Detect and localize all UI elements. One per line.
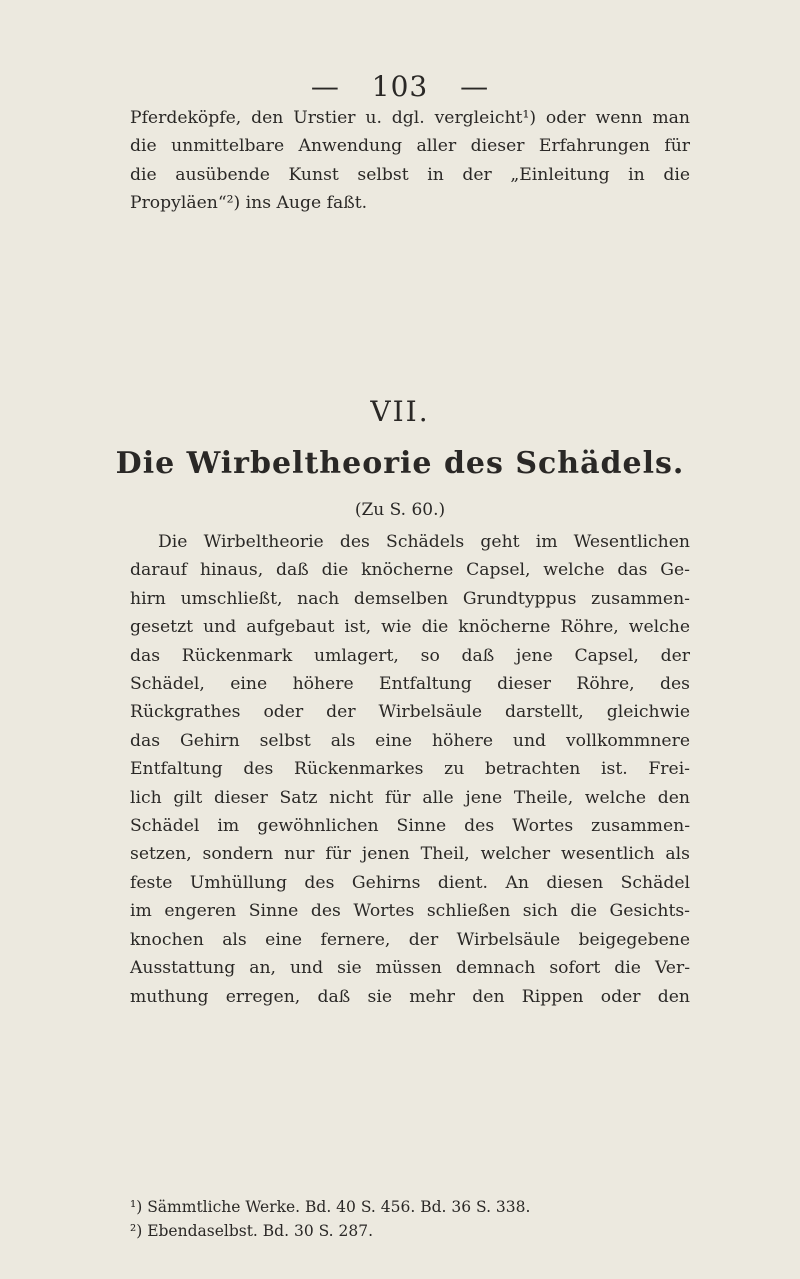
text-line: Entfaltung des Rückenmarkes zu betrachten ist. Frei- — [130, 759, 690, 780]
text-line: Propyläen“²) ins Auge faßt. — [130, 193, 368, 214]
text-line: Schädel, eine höhere Entfaltung dieser Röhre, des — [130, 674, 690, 695]
text-line: Die Wirbeltheorie des Schädels geht im Wesentlichen — [158, 532, 690, 552]
text-line: lich gilt dieser Satz nicht für alle jene Theile, welche den — [130, 787, 690, 808]
text-line: gesetzt und aufgebaut ist, wie die knöcherne Röhre, welche — [130, 617, 690, 638]
text-line: das Gehirn selbst als eine höhere und vollkommnere — [130, 730, 690, 751]
chapter-numeral: VII. — [370, 395, 430, 428]
intro-paragraph — [130, 104, 690, 218]
text-line: feste Umhüllung des Gehirns dient. An diesen Schädel — [130, 872, 690, 893]
header-dash-right: — — [460, 70, 490, 103]
footnote: ²) Ebendaselbst. Bd. 30 S. 287. — [130, 1222, 374, 1240]
text-line: die ausübende Kunst selbst in der „Einleitung in die — [130, 164, 690, 185]
text-line: Rückgrathes oder der Wirbelsäule darstellt, gleichwie — [130, 702, 690, 723]
footnotes — [130, 1195, 710, 1243]
text-line: hirn umschließt, nach demselben Grundtyppus zusammen- — [130, 588, 690, 609]
text-line: muthung erregen, daß sie mehr den Rippen oder den — [130, 986, 690, 1007]
text-line: Pferdeköpfe, den Urstier u. dgl. vergleicht¹) oder wenn man — [130, 108, 690, 128]
chapter-title: Die Wirbeltheorie des Schädels. — [115, 446, 685, 481]
body-paragraph — [130, 528, 690, 1011]
text-line: Schädel im gewöhnlichen Sinne des Wortes zusammen- — [130, 816, 690, 837]
page-number: 103 — [371, 70, 429, 103]
text-line: die unmittelbare Anwendung aller dieser Erfahrungen für — [130, 136, 690, 157]
header-dash-left: — — [310, 70, 340, 103]
text-line: im engeren Sinne des Wortes schließen sich die Gesichts- — [130, 901, 690, 922]
text-line: das Rückenmark umlagert, so daß jene Capsel, der — [130, 645, 690, 666]
footnote: ¹) Sämmtliche Werke. Bd. 40 S. 456. Bd. 36 S. 338. — [130, 1198, 531, 1216]
chapter-reference: (Zu S. 60.) — [354, 500, 446, 520]
page-header — [0, 70, 800, 103]
text-line: knochen als eine fernere, der Wirbelsäule beigegebene — [130, 929, 690, 950]
text-line: darauf hinaus, daß die knöcherne Capsel, welche das Ge- — [130, 560, 690, 581]
text-line: setzen, sondern nur für jenen Theil, welcher wesentlich als — [130, 844, 690, 865]
text-line: Ausstattung an, und sie müssen demnach sofort die Ver- — [130, 958, 690, 979]
